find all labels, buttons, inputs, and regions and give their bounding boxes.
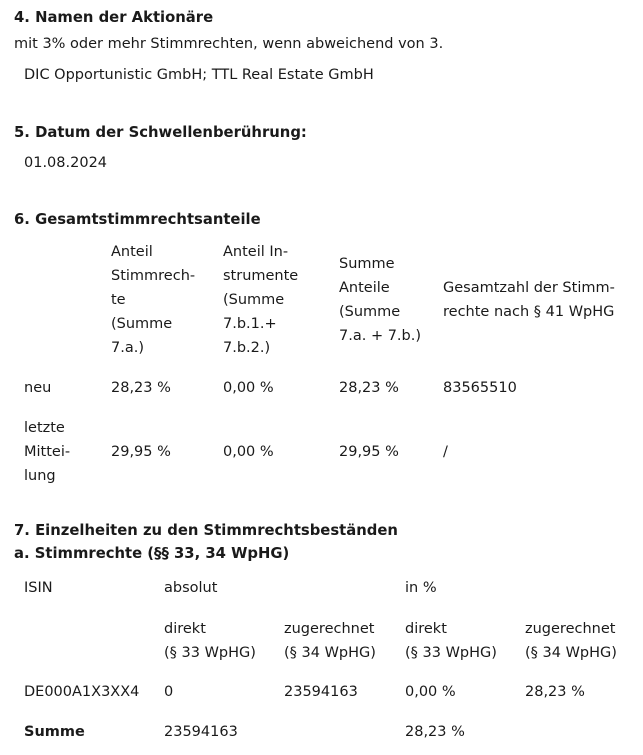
cell-value: 28,23 % — [111, 380, 171, 396]
header-instrumente: Anteil In- strumente (Summe 7.b.1.+ 7.b.2.) — [223, 244, 299, 356]
subcol-direkt-percent: direkt (§ 33 WpHG) — [405, 621, 497, 661]
sum-percent: 28,23 % — [405, 724, 465, 740]
cell-value: 0,00 % — [405, 684, 456, 700]
cell-value: 23594163 — [284, 684, 358, 700]
section-6-heading: 6. Gesamtstimmrechtsanteile — [14, 211, 261, 228]
section-7a-subheading: a. Stimmrechte (§§ 33, 34 WpHG) — [14, 545, 290, 562]
col-in-percent: in % — [405, 580, 437, 596]
header-stimmrechte: Anteil Stimmrech- te (Summe 7.a.) — [111, 244, 196, 356]
col-absolut: absolut — [164, 580, 218, 596]
subcol-zugerechnet-absolut: zugerechnet (§ 34 WpHG) — [284, 621, 376, 661]
section-5-heading: 5. Datum der Schwellenberührung: — [14, 124, 307, 141]
cell-value: 0,00 % — [223, 380, 274, 396]
header-summe-anteile: Summe Anteile (Summe 7.a. + 7.b.) — [339, 256, 422, 344]
section-7-heading: 7. Einzelheiten zu den Stimmrechtsbeständen — [14, 522, 398, 539]
section-4-subtext: mit 3% oder mehr Stimmrechten, wenn abweichend von 3. — [14, 36, 444, 52]
isin-value: DE000A1X3XX4 — [24, 684, 140, 700]
row-label-letzte-mitteilung: letzte Mittei- lung — [24, 420, 71, 484]
sum-label: Summe — [24, 724, 85, 740]
cell-value: 28,23 % — [525, 684, 585, 700]
cell-value: 29,95 % — [111, 444, 171, 460]
cell-value: 28,23 % — [339, 380, 399, 396]
shareholder-names: DIC Opportunistic GmbH; TTL Real Estate GmbH — [24, 67, 374, 83]
cell-value: 0,00 % — [223, 444, 274, 460]
sum-absolut: 23594163 — [164, 724, 238, 740]
cell-value: 83565510 — [443, 380, 517, 396]
subcol-direkt-absolut: direkt (§ 33 WpHG) — [164, 621, 256, 661]
cell-value: / — [443, 444, 448, 460]
subcol-zugerechnet-percent: zugerechnet (§ 34 WpHG) — [525, 621, 617, 661]
col-isin: ISIN — [24, 580, 53, 596]
threshold-date: 01.08.2024 — [24, 155, 108, 171]
cell-value: 0 — [164, 684, 174, 700]
row-label-neu: neu — [24, 380, 52, 396]
section-4-heading: 4. Namen der Aktionäre — [14, 9, 214, 26]
header-gesamtzahl: Gesamtzahl der Stimm- rechte nach § 41 WpHG — [443, 280, 615, 320]
cell-value: 29,95 % — [339, 444, 399, 460]
